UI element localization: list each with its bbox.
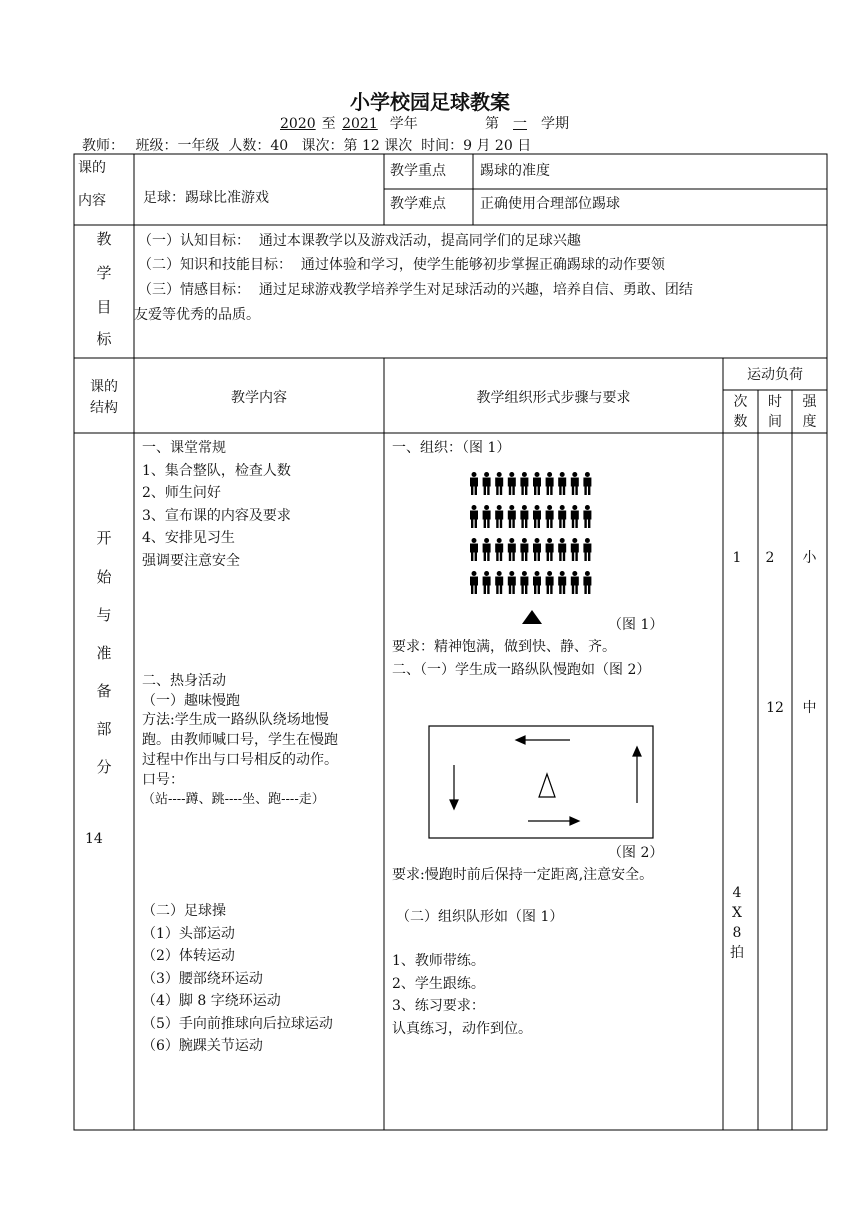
key-point: 踢球的准度	[480, 163, 550, 179]
term-prefix: 第	[485, 116, 499, 132]
warmup-list	[142, 672, 338, 810]
student-figure-icon	[483, 472, 491, 495]
list-item: （站----蹲、跳----坐、跑----走）	[142, 792, 325, 808]
student-figure-icon	[495, 571, 503, 594]
student-figure-icon	[520, 472, 528, 495]
student-figure-icon	[558, 472, 566, 495]
student-figure-icon	[558, 538, 566, 561]
hdr-content: 教学内容	[231, 390, 287, 406]
content-value: 足球：踢球比准游戏	[143, 190, 269, 206]
arrow-left-icon	[516, 736, 525, 744]
goal-cognitive: （一）认知目标： 通过本课教学以及游戏活动，提高同学们的足球兴趣	[138, 233, 581, 249]
term-suffix: 学期	[541, 116, 569, 132]
student-figure-icon	[571, 505, 579, 528]
goals-label-char: 教	[96, 230, 112, 248]
student-figure-icon	[583, 571, 591, 594]
student-figure-icon	[508, 538, 516, 561]
year-label: 学年	[389, 116, 418, 132]
list-item: （1）头部运动	[142, 925, 235, 942]
list-item: 方法:学生成一路纵队绕场地慢	[142, 712, 329, 729]
difficulty: 正确使用合理部位踢球	[480, 196, 620, 212]
load-intensity-1: 小	[802, 550, 817, 566]
student-figure-icon	[495, 472, 503, 495]
section-char: 分	[96, 758, 112, 776]
student-figure-icon	[533, 472, 541, 495]
list-item: 口号：	[142, 771, 184, 788]
list-item: （4）脚 8 字绕环运动	[142, 993, 281, 1009]
hdr-intensity-1: 强	[802, 394, 817, 410]
load-intensity-2: 中	[802, 700, 817, 716]
section-minutes: 14	[85, 831, 103, 847]
org-step-1: 一、组织：（图 1）	[392, 440, 511, 456]
section-char: 备	[96, 682, 112, 700]
list-item: 1、集合整队，检查人数	[142, 462, 291, 479]
student-figure-icon	[520, 538, 528, 561]
list-item: 过程中作出与口号相反的动作。	[142, 751, 338, 768]
student-figure-icon	[546, 571, 554, 594]
load-times-3	[723, 883, 751, 963]
org-step-3: （二）组织队形如（图 1）	[396, 909, 564, 925]
list-item: （一）趣味慢跑	[142, 692, 240, 709]
info-line: 教师： 班级：一年级 人数：40 课次：第 12 课次 时间：9 月 20 日	[82, 138, 532, 154]
routine-list	[142, 437, 291, 572]
org-step-2: 二、（一）学生成一路纵队慢跑如（图 2）	[392, 662, 651, 678]
arrow-right-icon	[570, 817, 579, 825]
student-figure-icon	[470, 505, 478, 528]
arrow-down-icon	[450, 800, 458, 809]
student-figure-icon	[571, 472, 579, 495]
list-item: 2、学生跟练。	[392, 975, 485, 992]
teacher-triangle-icon	[539, 774, 555, 797]
difficulty-label: 教学难点	[390, 196, 446, 212]
requirement-1: 要求：精神饱满，做到快、静、齐。	[392, 639, 616, 655]
goal-affective: （三）情感目标： 通过足球游戏教学培养学生对足球活动的兴趣，培养自信、勇敢、团结	[138, 282, 693, 298]
section-char: 与	[96, 606, 112, 624]
student-figure-icon	[508, 472, 516, 495]
hdr-organization: 教学组织形式步骤与要求	[476, 390, 631, 406]
practice-steps	[392, 950, 532, 1040]
list-item: 2、师生问好	[142, 485, 221, 501]
term-value: 一	[513, 116, 527, 132]
student-figure-icon	[546, 472, 554, 495]
hdr-time-1: 时	[768, 394, 782, 410]
list-item: 认真练习，动作到位。	[392, 1020, 532, 1037]
student-figure-icon	[483, 505, 491, 528]
load-times-1: 1	[732, 550, 742, 566]
hdr-times-1: 次	[733, 394, 748, 410]
hdr-structure-2: 结构	[90, 400, 118, 416]
arrow-up-icon	[633, 747, 641, 756]
load-times-char: 拍	[730, 945, 744, 961]
formation-diagram-fig1	[466, 468, 598, 626]
list-item: 一、课堂常规	[142, 440, 226, 456]
hdr-time-2: 间	[768, 414, 782, 430]
load-times-char: X	[732, 905, 742, 921]
list-item: 跑。由教师喊口号，学生在慢跑	[142, 732, 338, 749]
student-figure-icon	[495, 538, 503, 561]
student-figure-icon	[508, 505, 516, 528]
content-label-1: 课的	[78, 160, 106, 176]
load-time-2: 12	[766, 700, 784, 716]
student-figure-icon	[470, 571, 478, 594]
fig1-caption: （图 1）	[608, 617, 664, 633]
student-figure-icon	[583, 538, 591, 561]
list-item: 3、宣布课的内容及要求	[142, 507, 291, 524]
student-figure-icon	[520, 571, 528, 594]
hdr-structure-1: 课的	[90, 379, 118, 395]
section-char: 部	[96, 720, 112, 738]
content-label-2: 内容	[78, 193, 106, 209]
load-times-char: 4	[732, 885, 742, 901]
student-figure-icon	[520, 505, 528, 528]
list-item: （3）腰部绕环运动	[142, 970, 263, 987]
goals-label-char: 学	[96, 264, 112, 282]
student-figure-icon	[546, 538, 554, 561]
list-item: （二）足球操	[142, 903, 226, 919]
list-item: （6）腕踝关节运动	[142, 1038, 263, 1054]
student-figure-icon	[483, 538, 491, 561]
list-item: 4、安排见习生	[142, 530, 235, 546]
list-item: （2）体转运动	[142, 948, 235, 964]
student-figure-icon	[533, 571, 541, 594]
teacher-marker-icon	[522, 610, 542, 624]
section-char: 始	[96, 568, 112, 586]
goal-skill: （二）知识和技能目标： 通过体验和学习，使学生能够初步掌握正确踢球的动作要领	[138, 257, 665, 273]
student-figure-icon	[558, 571, 566, 594]
student-figure-icon	[483, 571, 491, 594]
load-time-1: 2	[765, 550, 775, 566]
hdr-times-2: 数	[733, 414, 748, 430]
list-item: 强调要注意安全	[142, 552, 240, 569]
hdr-intensity-2: 度	[802, 414, 817, 430]
student-figure-icon	[571, 538, 579, 561]
student-figure-icon	[583, 472, 591, 495]
goals-label-char: 标	[96, 330, 112, 348]
goal-affective-cont: 友爱等优秀的品质。	[134, 307, 260, 323]
running-track-diagram-fig2	[428, 725, 656, 840]
student-figure-icon	[508, 571, 516, 594]
student-figure-icon	[495, 505, 503, 528]
year-to: 2021	[342, 116, 378, 132]
student-figure-icon	[533, 505, 541, 528]
exercise-list	[142, 900, 333, 1058]
page-title: 小学校园足球教案	[350, 90, 510, 114]
requirement-2: 要求:慢跑时前后保持一定距离,注意安全。	[392, 867, 654, 883]
fig2-caption: （图 2）	[608, 845, 664, 861]
section-char: 开	[96, 529, 112, 547]
list-item: 1、教师带练。	[392, 953, 485, 969]
student-figure-icon	[571, 571, 579, 594]
key-point-label: 教学重点	[390, 163, 446, 179]
load-times-char: 8	[732, 925, 742, 941]
student-figure-icon	[470, 538, 478, 561]
year-from: 2020	[280, 116, 316, 132]
list-item: （5）手向前推球向后拉球运动	[142, 1015, 333, 1032]
student-figure-icon	[546, 505, 554, 528]
student-figure-icon	[533, 538, 541, 561]
student-figure-icon	[583, 505, 591, 528]
list-item: 3、练习要求：	[392, 998, 485, 1014]
to-label: 至	[321, 116, 336, 132]
student-figure-icon	[558, 505, 566, 528]
goals-label-char: 目	[96, 298, 112, 316]
hdr-load: 运动负荷	[747, 367, 803, 383]
student-figure-icon	[470, 472, 478, 495]
section-char: 准	[96, 644, 112, 662]
list-item: 二、热身活动	[142, 673, 226, 689]
